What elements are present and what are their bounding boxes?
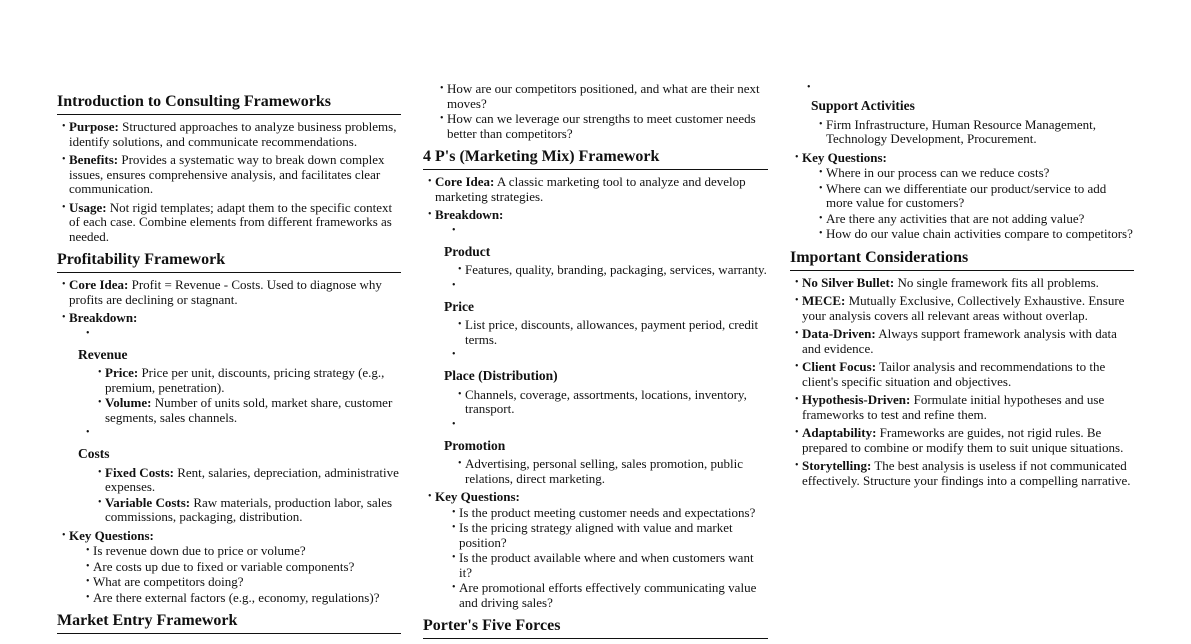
list-item: • Where in our process can we reduce costs? [814, 166, 1134, 181]
list-item: • MECE: Mutually Exclusive, Collectively Exhaustive. Ensure your analysis covers all relevant areas without overlap. [790, 294, 1134, 323]
key-questions-list [447, 506, 768, 611]
list-item: • Breakdown: • Revenue • Price: Price per unit, discounts, pricing strategy (e.g., premium, penetration). • Volume: Number of units sold, market share, customer segments, sales channels. • Costs • Fixed Costs: Rent, salaries, depreciation, administrative expenses. • Variable Costs: Raw materials, production labor, sales commissions, packaging, distribution. [57, 311, 401, 525]
list-item: • Is the product available where and when customers want it? [447, 551, 768, 580]
list-item: • Data-Driven: Always support framework analysis with data and evidence. [790, 327, 1134, 356]
list-item [447, 348, 768, 362]
list-item: • Usage: Not rigid templates; adapt them to the specific context of each case. Combine elements from different frameworks as needed. [57, 201, 401, 245]
list-item: • Are there any activities that are not adding value? [814, 212, 1134, 227]
list-item: • Price: Price per unit, discounts, pricing strategy (e.g., premium, penetration). [93, 366, 401, 395]
list-item: • Fixed Costs: Rent, salaries, depreciation, administrative expenses. [93, 466, 401, 495]
list-item: • Key Questions: • Is the product meeting customer needs and expectations? • Is the pricing strategy aligned with value and market position? • Is the product available where and when customers want it? • Are promotional efforts effectively communicating value and driving sales? [423, 490, 768, 610]
subsection-title-support: Support Activities [811, 98, 915, 113]
list-item: • How are our competitors positioned, and what are their next moves? [435, 82, 768, 111]
list-item: • Firm Infrastructure, Human Resource Management, Technology Development, Procurement. [814, 118, 1134, 147]
list-item: • Where can we differentiate our product/service to add more value for customers? [814, 182, 1134, 211]
fourp-list [423, 175, 768, 610]
list-item: • Variable Costs: Raw materials, production labor, sales commissions, packaging, distribution. [93, 496, 401, 525]
breakdown-list [802, 81, 1134, 95]
list-item: • Is the product meeting customer needs and expectations? [447, 506, 768, 521]
breakdown-list [447, 279, 768, 293]
list-item [447, 279, 768, 293]
profitability-list [57, 278, 401, 605]
intro-list [57, 120, 401, 244]
breakdown-list [447, 418, 768, 432]
list-item: • How do our value chain activities compare to competitors? [814, 227, 1134, 242]
list-item: • Client Focus: Tailor analysis and recommendations to the client's specific situation and objectives. [790, 360, 1134, 389]
subsection-title-costs: Costs [78, 446, 110, 461]
column-1 [57, 92, 401, 639]
section-title-market-entry: Market Entry Framework [57, 611, 401, 634]
subsection-title-place: Place (Distribution) [444, 368, 558, 383]
revenue-list [93, 366, 401, 425]
costs-list [93, 466, 401, 525]
breakdown-list [447, 224, 768, 238]
section-title-4ps: 4 P's (Marketing Mix) Framework [423, 147, 768, 170]
list-item: • Core Idea: Profit = Revenue - Costs. Used to diagnose why profits are declining or stagnant. [57, 278, 401, 307]
section-title-intro: Introduction to Consulting Frameworks [57, 92, 401, 115]
list-item: • Are there external factors (e.g., economy, regulations)? [81, 591, 401, 606]
list-item: • Features, quality, branding, packaging, services, warranty. [453, 263, 768, 278]
list-item: • Benefits: Provides a systematic way to break down complex issues, ensures comprehensive analysis, and facilitates clear communication. [57, 153, 401, 197]
subsection-title-promotion: Promotion [444, 437, 506, 453]
list-item: • Breakdown: • Product • Features, quality, branding, packaging, services, warranty. • Price • List price, discounts, allowances, payment period, credit terms. • Place (Distribution) • Channels, coverage, assortments, locations, inventory, transport. • Promotion • Advertising, personal selling, sales promotion, public relations, direct marketing. [423, 208, 768, 486]
list-item [447, 224, 768, 238]
list-item: • Core Idea: A classic marketing tool to analyze and develop marketing strategies. [423, 175, 768, 204]
key-questions-list [81, 544, 401, 605]
key-questions-list [435, 82, 768, 141]
list-item: • Adaptability: Frameworks are guides, not rigid rules. Be prepared to combine or modify them to suit unique situations. [790, 426, 1134, 455]
breakdown-list [81, 426, 401, 440]
section-title-considerations: Important Considerations [790, 248, 1134, 271]
list-item [447, 418, 768, 432]
support-list [814, 118, 1134, 147]
list-item: • Volume: Number of units sold, market share, customer segments, sales channels. [93, 396, 401, 425]
subsection-title-price: Price [444, 298, 474, 314]
list-item: • Are costs up due to fixed or variable components? [81, 560, 401, 575]
product-list [453, 263, 768, 278]
list-item: • Are promotional efforts effectively communicating value and driving sales? [447, 581, 768, 610]
list-item: • Is revenue down due to price or volume? [81, 544, 401, 559]
subsection-title-revenue: Revenue [78, 346, 128, 362]
breakdown-list [447, 348, 768, 362]
breakdown-list [81, 327, 401, 341]
price-list [453, 318, 768, 347]
key-questions-list [814, 166, 1134, 242]
list-item: • Key Questions: • Where in our process can we reduce costs? • Where can we differentiate our product/service to add more value for customers? • Are there any activities that are not adding value? • How do our value chain activities compare to competitors? [790, 151, 1134, 242]
considerations-list [790, 276, 1134, 489]
list-item [81, 426, 401, 440]
column-3 [790, 80, 1134, 492]
list-item: • Storytelling: The best analysis is useless if not communicated effectively. Structure your findings into a compelling narrative. [790, 459, 1134, 488]
list-item: • No Silver Bullet: No single framework fits all problems. [790, 276, 1134, 291]
list-item [81, 327, 401, 341]
list-item: • Is the pricing strategy aligned with value and market position? [447, 521, 768, 550]
list-item: • Hypothesis-Driven: Formulate initial hypotheses and use frameworks to test and refine them. [790, 393, 1134, 422]
value-chain-list [790, 151, 1134, 242]
section-title-five-forces: Porter's Five Forces [423, 616, 768, 639]
list-item: • Purpose: Structured approaches to analyze business problems, identify solutions, and communicate recommendations. [57, 120, 401, 149]
list-item: • How can we leverage our strengths to meet customer needs better than competitors? [435, 112, 768, 141]
column-2 [423, 80, 768, 644]
list-item [802, 81, 1134, 95]
subsection-title-product: Product [444, 243, 491, 259]
place-list [453, 388, 768, 417]
list-item: • List price, discounts, allowances, payment period, credit terms. [453, 318, 768, 347]
section-title-profitability: Profitability Framework [57, 250, 401, 273]
list-item: • Advertising, personal selling, sales promotion, public relations, direct marketing. [453, 457, 768, 486]
list-item: • Channels, coverage, assortments, locations, inventory, transport. [453, 388, 768, 417]
list-item: • Key Questions: • Is revenue down due to price or volume? • Are costs up due to fixed or variable components? • What are competitors doing? • Are there external factors (e.g., economy, regulations)? [57, 529, 401, 606]
list-item: • What are competitors doing? [81, 575, 401, 590]
promotion-list [453, 457, 768, 486]
